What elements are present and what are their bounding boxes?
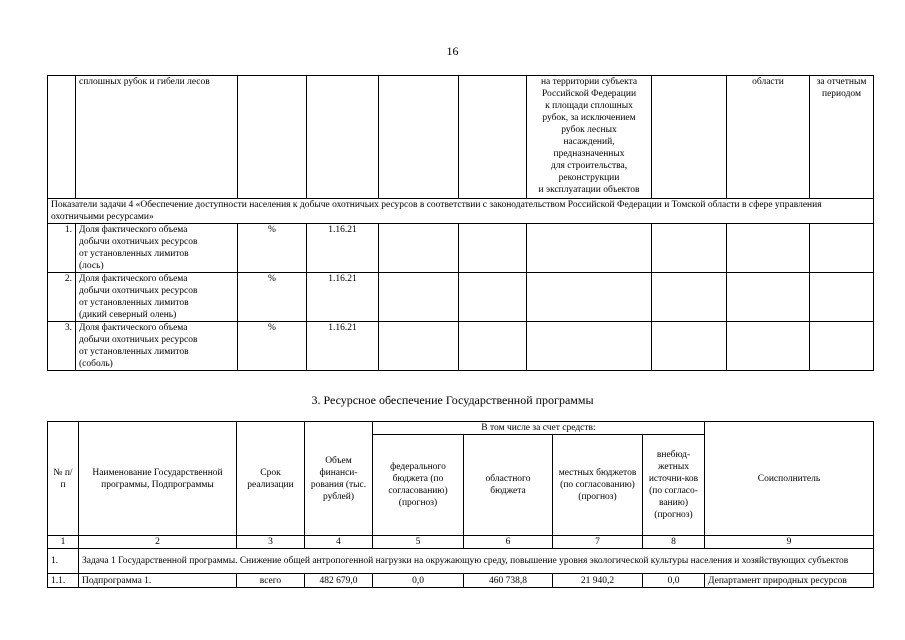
header-local: местных бюджетов (по согласованию) (прогноз) — [553, 435, 643, 536]
header-federal: федерального бюджета (по согласованию) (прогноз) — [373, 435, 464, 536]
table-row — [48, 322, 874, 371]
subprogram-local: 21 940,2 — [553, 574, 643, 588]
task1-text: Задача 1 Государственной программы. Снижение общей антропогенной нагрузки на окружающую среду, повышение уровня экологической культуры населения и хозяйствующих субъектов — [79, 549, 874, 574]
code: 1.16.21 — [307, 273, 379, 322]
table-row — [48, 549, 874, 574]
row-number: 1. — [48, 224, 76, 273]
resource-table — [47, 421, 874, 588]
header-row — [48, 422, 874, 435]
header-executor: Соисполнитель — [705, 422, 874, 536]
header-funding-group: В том числе за счет средств: — [373, 422, 705, 435]
indicator-name: Доля фактического объема добычи охотничьих ресурсов от установленных лимитов (дикий северный олень) — [76, 273, 238, 322]
subprogram-period: всего — [237, 574, 305, 588]
table-row — [48, 224, 874, 273]
indicator-name: Доля фактического объема добычи охотничьих ресурсов от установленных лимитов (соболь) — [76, 322, 238, 371]
indicator-name: Доля фактического объема добычи охотничьих ресурсов от установленных лимитов (лось) — [76, 224, 238, 273]
header-volume: Объем финанси-рования (тыс. рублей) — [305, 422, 373, 536]
column-numbers-row — [48, 536, 874, 549]
subprogram-name: Подпрограмма 1. — [79, 574, 237, 588]
indicator-region: области — [727, 76, 810, 199]
row-number: 1. — [48, 549, 79, 574]
unit: % — [238, 322, 307, 371]
column-number: 2 — [79, 536, 237, 549]
header-num: № п/п — [48, 422, 79, 536]
column-number: 4 — [305, 536, 373, 549]
subprogram-extra: 0,0 — [643, 574, 705, 588]
row-number: 1.1. — [48, 574, 79, 588]
subprogram-volume: 482 679,0 — [305, 574, 373, 588]
column-number: 3 — [237, 536, 305, 549]
table-row — [48, 574, 874, 588]
header-period: Срок реализации — [237, 422, 305, 536]
header-regional: областного бюджета — [464, 435, 553, 536]
code: 1.16.21 — [307, 322, 379, 371]
indicators-table — [47, 75, 874, 371]
unit: % — [238, 224, 307, 273]
indicator-definition: на территории субъекта Российской Федерации к площади сплошных рубок, за исключением рубок лесных насаждений, предназначенных для строительства, реконструкции и эксплуатации объектов — [527, 76, 652, 199]
column-number: 5 — [373, 536, 464, 549]
task4-header: Показатели задачи 4 «Обеспечение доступности населения к добыче охотничьих ресурсов в соответствии с законодательством Российской Федерации и Томской области в сфере управления охотничьими ресурсами» — [48, 199, 874, 224]
indicator-name: сплошных рубок и гибели лесов — [76, 76, 238, 199]
indicator-period: за отчетным периодом — [810, 76, 874, 199]
column-number: 9 — [705, 536, 874, 549]
subprogram-regional: 460 738,8 — [464, 574, 553, 588]
column-number: 7 — [553, 536, 643, 549]
subprogram-executor: Департамент природных ресурсов — [705, 574, 874, 588]
row-number: 2. — [48, 273, 76, 322]
subprogram-federal: 0,0 — [373, 574, 464, 588]
header-name: Наименование Государственной программы, Подпрограммы — [79, 422, 237, 536]
table-row — [48, 199, 874, 224]
row-number: 3. — [48, 322, 76, 371]
table-row — [48, 273, 874, 322]
column-number: 6 — [464, 536, 553, 549]
page-number: 16 — [446, 44, 459, 58]
code: 1.16.21 — [307, 224, 379, 273]
table-row — [48, 76, 874, 199]
unit: % — [238, 273, 307, 322]
section-title: 3. Ресурсное обеспечение Государственной программы — [311, 393, 594, 407]
column-number: 1 — [48, 536, 79, 549]
header-extra: внебюд-жетных источни-ков (по согласо-ванию) (прогноз) — [643, 435, 705, 536]
column-number: 8 — [643, 536, 705, 549]
